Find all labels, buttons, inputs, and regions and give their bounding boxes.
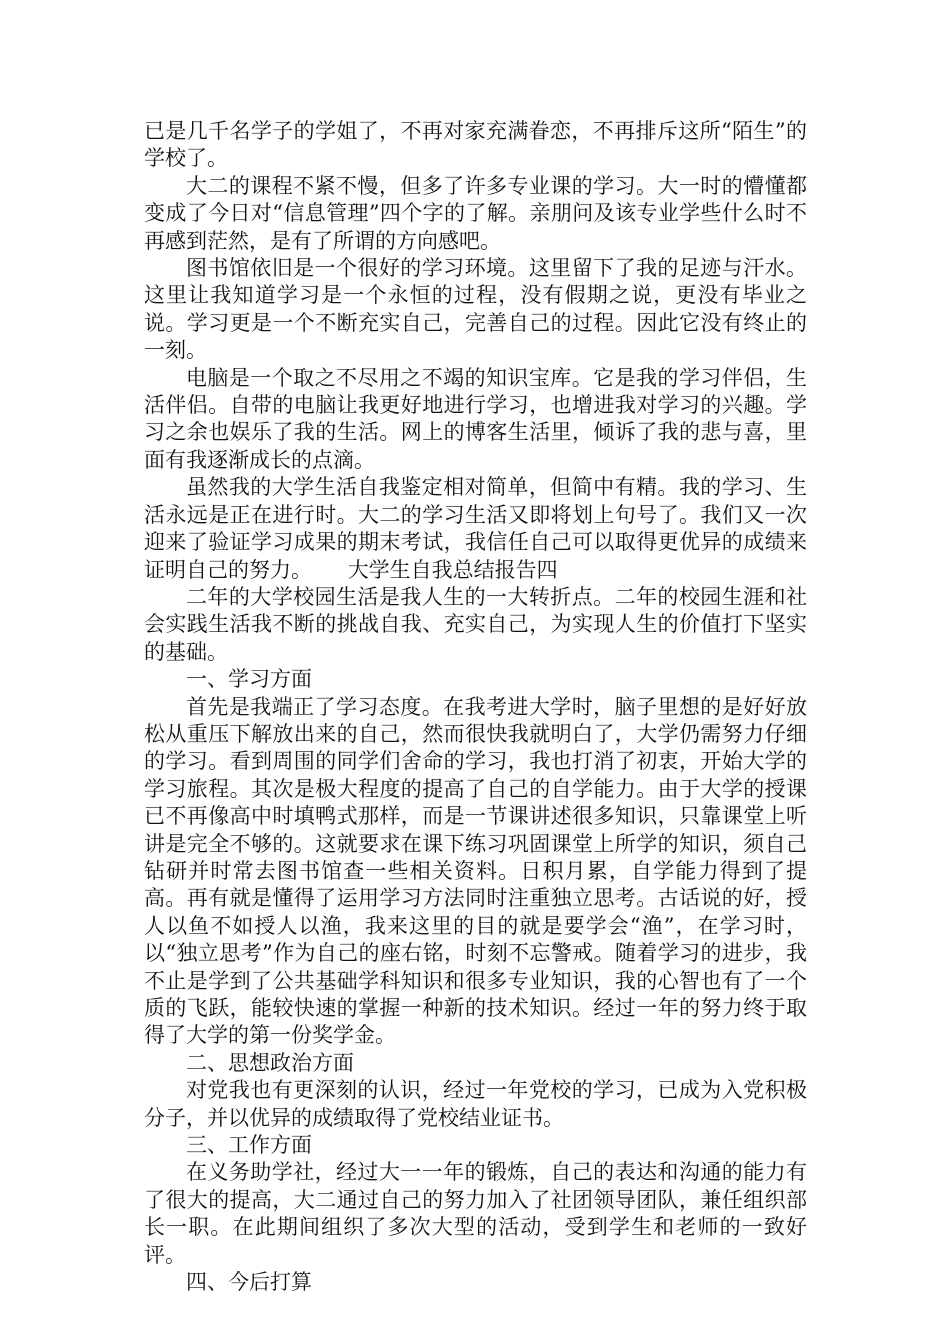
paragraph-summary (144, 474, 807, 584)
section-heading-work: 三、工作方面 (186, 1133, 312, 1158)
paragraph-computer: 电脑是一个取之不尽用之不竭的知识宝库。它是我的学习伴侣，生活伴侣。自带的电脑让我更好地进行学习，也增进我对学习的兴趣。学习之余也娱乐了我的生活。网上的博客生活里，倾诉了我的悲与喜，里面有我逐渐成长的点滴。 (144, 365, 807, 472)
paragraph-study: 首先是我端正了学习态度。在我考进大学时，脑子里想的是好好放松从重压下解放出来的自己，然而很快我就明白了，大学仍需努力仔细的学习。看到周围的同学们舍命的学习，我也打消了初衷，开始大学的学习旅程。其次是极大程度的提高了自己的自学能力。由于大学的授课已不再像高中时填鸭式那样，而是一节课讲述很多知识，只靠课堂上听讲是完全不够的。这就要求在课下练习巩固课堂上所学的知识，须自己钻研并时常去图书馆查一些相关资料。日积月累，自学能力得到了提高。再有就是懂得了运用学习方法同时注重独立思考。古话说的好，授人以鱼不如授人以渔，我来这里的目的就是要学会“渔”，在学习时，以“独立思考”作为自己的座右铭，时刻不忘警戒。随着学习的进步，我不止是学到了公共基础学科知识和很多专业知识，我的心智也有了一个质的飞跃，能较快速的掌握一种新的技术知识。经过一年的努力终于取得了大学的第一份奖学金。 (144, 694, 807, 1048)
paragraph-library: 图书馆依旧是一个很好的学习环境。这里留下了我的足迹与汗水。这里让我知道学习是一个永恒的过程，没有假期之说，更没有毕业之说。学习更是一个不断充实自己，完善自己的过程。因此它没有终止的一刻。 (144, 256, 807, 363)
paragraph-work: 在义务助学社，经过大一一年的锻炼，自己的表达和沟通的能力有了很大的提高，大二通过自己的努力加入了社团领导团队，兼任组织部长一职。在此期间组织了多次大型的活动，受到学生和老师的一致好评。 (144, 1160, 807, 1267)
section-heading-politics: 二、思想政治方面 (186, 1050, 354, 1075)
document-body (144, 118, 807, 1296)
paragraph-intro: 二年的大学校园生活是我人生的一大转折点。二年的校园生涯和社会实践生活我不断的挑战自我、充实自己，为实现人生的价值打下坚实的基础。 (144, 584, 807, 664)
paragraph-courses: 大二的课程不紧不慢，但多了许多专业课的学习。大一时的懵懂都变成了今日对“信息管理”四个字的了解。亲朋问及该专业学些什么时不再感到茫然，是有了所谓的方向感吧。 (144, 173, 807, 253)
paragraph-continuation: 已是几千名学子的学姐了，不再对家充满眷恋，不再排斥这所“陌生”的学校了。 (144, 119, 807, 171)
section-heading-plans: 四、今后打算 (186, 1270, 312, 1295)
paragraph-politics: 对党我也有更深刻的认识，经过一年党校的学习，已成为入党积极分子，并以优异的成绩取得了党校结业证书。 (144, 1078, 807, 1130)
paragraph-summary-text: 虽然我的大学生活自我鉴定相对简单，但简中有精。我的学习、生活永远是正在进行时。大二的学习生活又即将划上句号了。我们又一次迎来了验证学习成果的期末考试，我信任自己可以取得更优异的成绩来证明自己的努力。 (144, 475, 807, 582)
section-heading-study: 一、学习方面 (186, 667, 312, 692)
report-title: 大学生自我总结报告四 (347, 557, 558, 582)
